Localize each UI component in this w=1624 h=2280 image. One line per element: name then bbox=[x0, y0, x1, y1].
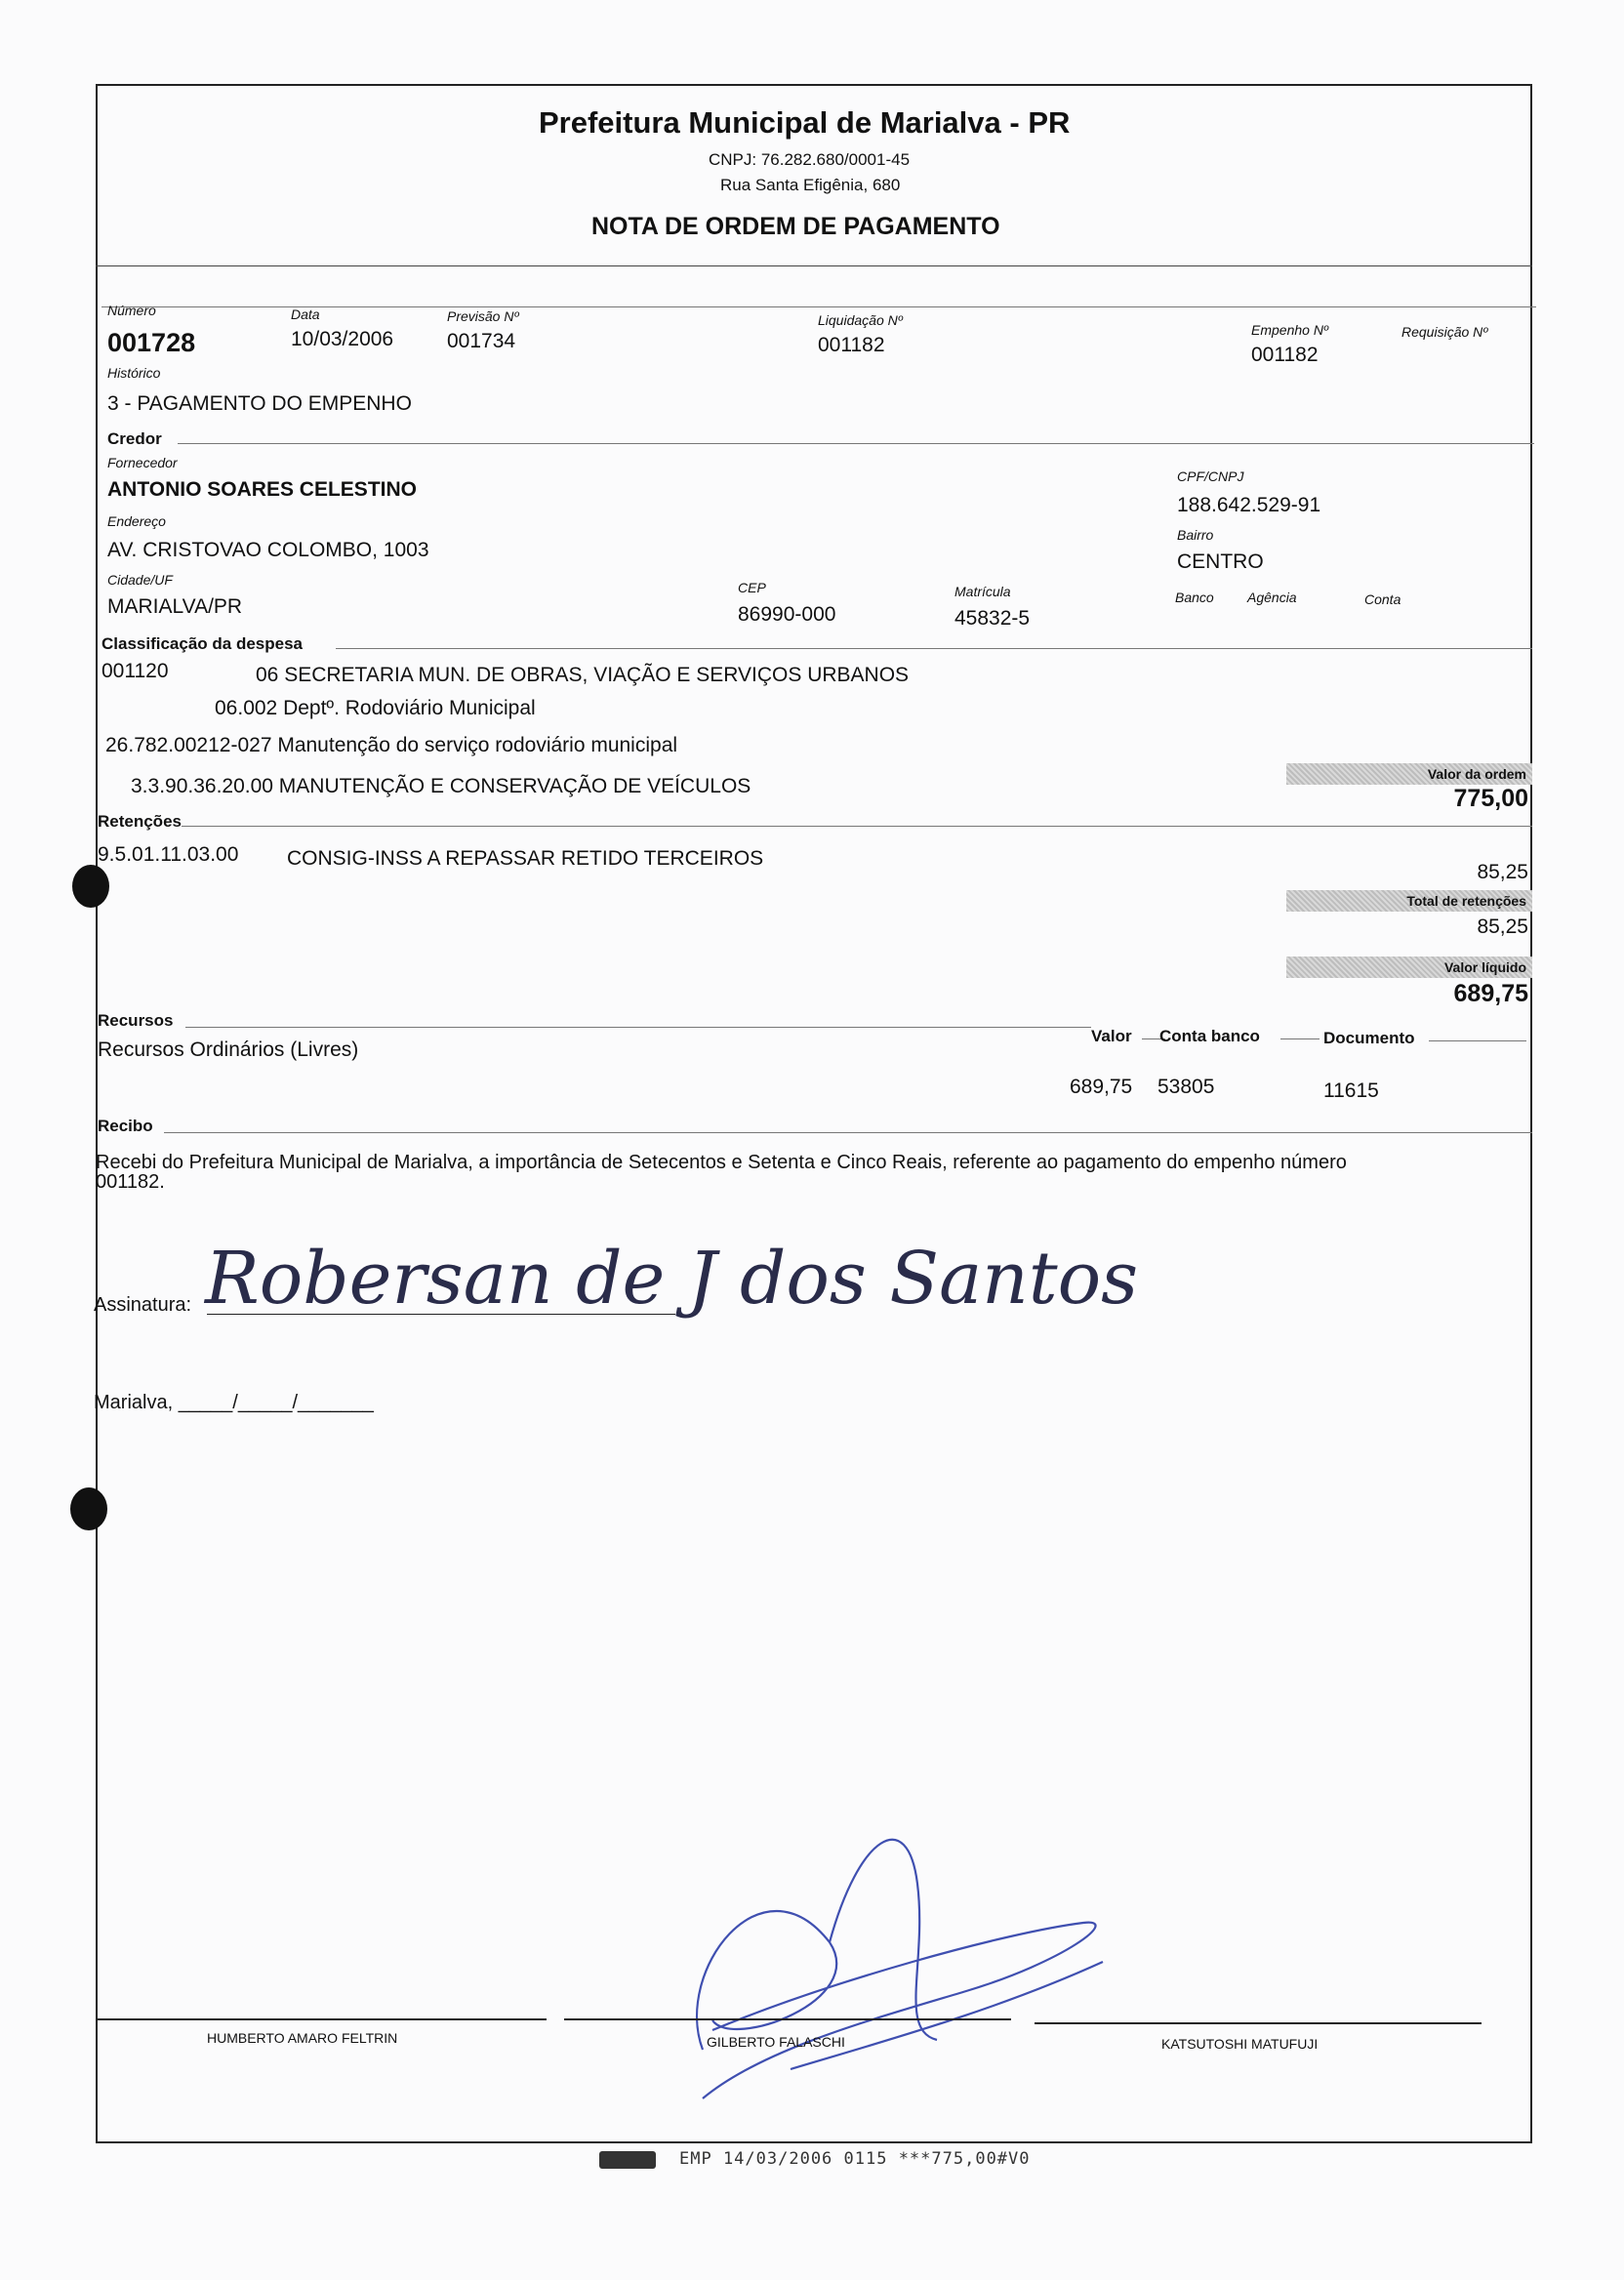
classificacao-line bbox=[336, 648, 1532, 649]
recibo-text-empenho: 001182. bbox=[96, 1171, 165, 1193]
signatory-1: HUMBERTO AMARO FELTRIN bbox=[207, 2030, 398, 2046]
classificacao-section-title: Classificação da despesa bbox=[102, 634, 304, 653]
valor-liquido-value: 689,75 bbox=[1453, 980, 1528, 1007]
retencoes-line bbox=[182, 826, 1532, 827]
conta-label: Conta bbox=[1364, 591, 1401, 607]
numero-value: 001728 bbox=[107, 328, 196, 357]
bairro-value: CENTRO bbox=[1177, 550, 1264, 573]
previsao-label: Previsão Nº bbox=[447, 308, 519, 324]
recursos-conta: 53805 bbox=[1157, 1076, 1215, 1098]
recibo-text: Recebi do Prefeitura Municipal de Marialva, a importância de Setecentos e Setenta e Cinco Reais, referente ao pagamento do empenho número bbox=[96, 1152, 1347, 1173]
header-divider bbox=[96, 265, 1532, 266]
fornecedor-label: Fornecedor bbox=[107, 455, 178, 470]
recursos-conta-label: Conta banco bbox=[1159, 1027, 1260, 1045]
credor-line bbox=[178, 443, 1534, 444]
requisicao-label: Requisição Nº bbox=[1401, 324, 1488, 340]
classificacao-programa: 26.782.00212-027 Manutenção do serviço rodoviário municipal bbox=[105, 734, 678, 756]
recursos-line-4 bbox=[1429, 1040, 1526, 1041]
valor-liquido-label: Valor líquido bbox=[1286, 957, 1532, 978]
signature-line-1 bbox=[96, 2018, 547, 2020]
valor-ordem-value: 775,00 bbox=[1453, 785, 1528, 812]
recursos-valor-label: Valor bbox=[1091, 1027, 1132, 1045]
signature-line-2 bbox=[564, 2018, 1011, 2020]
recursos-line bbox=[185, 1027, 1091, 1028]
data-value: 10/03/2006 bbox=[291, 328, 394, 350]
historico-label: Histórico bbox=[107, 365, 161, 381]
recursos-documento: 11615 bbox=[1323, 1079, 1379, 1102]
classificacao-code: 001120 bbox=[102, 660, 169, 682]
empenho-value: 001182 bbox=[1251, 344, 1319, 366]
recibo-line bbox=[164, 1132, 1532, 1133]
signatory-2: GILBERTO FALASCHI bbox=[707, 2034, 845, 2050]
assinatura-label: Assinatura: bbox=[94, 1294, 192, 1316]
classificacao-unidade: 06.002 Deptº. Rodoviário Municipal bbox=[215, 697, 536, 719]
endereco-label: Endereço bbox=[107, 513, 166, 529]
local-date: Marialva, _____/_____/_______ bbox=[94, 1392, 374, 1413]
previsao-value: 001734 bbox=[447, 330, 516, 352]
signatory-3: KATSUTOSHI MATUFUJI bbox=[1161, 2036, 1319, 2052]
cidade-label: Cidade/UF bbox=[107, 572, 173, 588]
total-retencoes-value: 85,25 bbox=[1477, 916, 1528, 938]
matricula-label: Matrícula bbox=[954, 584, 1011, 599]
bairro-label: Bairro bbox=[1177, 527, 1214, 543]
payment-stamp: EMP 14/03/2006 0115 ***775,00#V0 bbox=[679, 2149, 1031, 2169]
hole-punch-mark bbox=[70, 1487, 107, 1530]
liquidacao-label: Liquidação Nº bbox=[818, 312, 903, 328]
endereco-value: AV. CRISTOVAO COLOMBO, 1003 bbox=[107, 539, 429, 561]
retencoes-section-title: Retenções bbox=[98, 812, 182, 831]
liquidacao-value: 001182 bbox=[818, 334, 885, 356]
recibo-section-title: Recibo bbox=[98, 1117, 153, 1135]
stamp-logo bbox=[599, 2151, 656, 2169]
classificacao-elemento: 3.3.90.36.20.00 MANUTENÇÃO E CONSERVAÇÃO DE VEÍCULOS bbox=[131, 775, 751, 797]
cnpj: CNPJ: 76.282.680/0001-45 bbox=[709, 150, 911, 169]
historico-value: 3 - PAGAMENTO DO EMPENHO bbox=[107, 392, 412, 415]
valor-ordem-label: Valor da ordem bbox=[1286, 763, 1532, 785]
numero-label: Número bbox=[107, 303, 156, 318]
cidade-value: MARIALVA/PR bbox=[107, 595, 243, 618]
cpf-label: CPF/CNPJ bbox=[1177, 468, 1244, 484]
recipient-signature bbox=[205, 1210, 1139, 1337]
empenho-label: Empenho Nº bbox=[1251, 322, 1329, 338]
recursos-text: Recursos Ordinários (Livres) bbox=[98, 1038, 359, 1061]
credor-section-title: Credor bbox=[107, 429, 162, 448]
retencao-code: 9.5.01.11.03.00 bbox=[98, 843, 239, 866]
cep-value: 86990-000 bbox=[738, 603, 836, 626]
header-address: Rua Santa Efigênia, 680 bbox=[720, 176, 901, 194]
total-retencoes-label: Total de retenções bbox=[1286, 890, 1532, 912]
classificacao-orgao: 06 SECRETARIA MUN. DE OBRAS, VIAÇÃO E SERVIÇOS URBANOS bbox=[256, 664, 910, 686]
recursos-line-3 bbox=[1280, 1038, 1320, 1039]
recursos-documento-label: Documento bbox=[1323, 1029, 1415, 1047]
document-title: NOTA DE ORDEM DE PAGAMENTO bbox=[591, 213, 1000, 240]
recipient-signature-text: Robersan de J dos Santos bbox=[205, 1237, 1139, 1321]
fornecedor-value: ANTONIO SOARES CELESTINO bbox=[107, 478, 417, 501]
retencao-value: 85,25 bbox=[1477, 861, 1528, 883]
recursos-section-title: Recursos bbox=[98, 1011, 174, 1030]
recursos-valor: 689,75 bbox=[1070, 1076, 1133, 1098]
data-label: Data bbox=[291, 306, 320, 322]
hole-punch-mark bbox=[72, 865, 109, 908]
signature-line-3 bbox=[1035, 2022, 1482, 2024]
agencia-label: Agência bbox=[1247, 590, 1297, 605]
official-signature bbox=[673, 1796, 1122, 2108]
cpf-value: 188.642.529-91 bbox=[1177, 494, 1321, 516]
cep-label: CEP bbox=[738, 580, 766, 595]
retencao-description: CONSIG-INSS A REPASSAR RETIDO TERCEIROS bbox=[287, 847, 764, 870]
page-title: Prefeitura Municipal de Marialva - PR bbox=[539, 105, 1071, 140]
banco-label: Banco bbox=[1175, 590, 1214, 605]
matricula-value: 45832-5 bbox=[954, 607, 1031, 630]
